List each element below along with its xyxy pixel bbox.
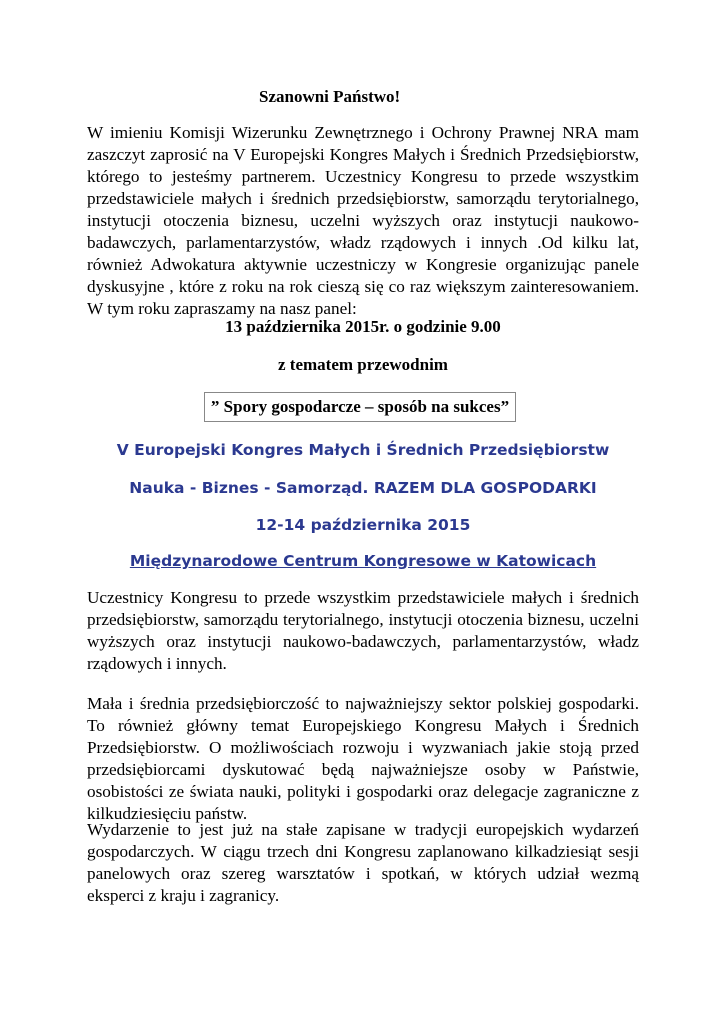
event-slogan: Nauka - Biznes - Samorząd. RAZEM DLA GOSPODARKI — [129, 479, 597, 497]
body-paragraph-1: Uczestnicy Kongresu to przede wszystkim przedstawiciele małych i średnich przedsiębiorstw, samorządu terytorialnego, instytucji otoczenia biznesu, uczelni wyższych oraz instytucji naukowo-badawczych, parlamentarzystów, władz rządowych i innych. — [87, 588, 639, 673]
body-paragraph-2: Mała i średnia przedsiębiorczość to najważniejszy sektor polskiej gospodarki. To również główny temat Europejskiego Kongresu Małych i Średnich Przedsiębiorstw. O możliwościach rozwoju i wyzwaniach jakie stoją przed przedsiębiorcami dyskutować będą najważniejsze osoby w Państwie, osobistości ze świata nauki, polityki i gospodarki oraz delegacje zagraniczne z kilkudziesięciu państw. — [87, 694, 639, 823]
panel-date: 13 października 2015r. o godzinie 9.00 — [225, 317, 501, 336]
event-dates: 12-14 października 2015 — [255, 516, 471, 534]
body-paragraph-3: Wydarzenie to jest już na stałe zapisane w tradycji europejskich wydarzeń gospodarczych. W ciągu trzech dni Kongresu zaplanowano kilkadziesiąt sesji panelowych oraz szereg warsztatów i spotkań, w których udział wezmą eksperci z kraju i zagranicy. — [87, 820, 639, 905]
venue-link-line — [87, 550, 639, 572]
panel-title-box: ” Spory gospodarcze – sposób na sukces” — [204, 392, 516, 422]
intro-paragraph: W imieniu Komisji Wizerunku Zewnętrznego i Ochrony Prawnej NRA mam zaszczyt zaprosić na V Europejski Kongres Małych i Średnich Przedsiębiorstw, którego to jesteśmy partnerem. Uczestnicy Kongresu to przede wszystkim przedstawiciele małych i średnich przedsiębiorstw, samorządu terytorialnego, instytucji otoczenia biznesu, uczelni wyższych oraz instytucji naukowo-badawczych, parlamentarzystów, władz rządowych i innych .Od kilku lat, również Adwokatura aktywnie uczestniczy w Kongresie organizując panele dyskusyjne , które z roku na rok cieszą się co raz większym zainteresowaniem. W tym roku zapraszamy na nasz panel: — [87, 123, 639, 318]
venue-link[interactable]: Międzynarodowe Centrum Kongresowe w Katowicach — [129, 552, 597, 570]
greeting: Szanowni Państwo! — [259, 87, 401, 106]
panel-theme-label: z tematem przewodnim — [278, 355, 448, 374]
event-name: V Europejski Kongres Małych i Średnich Przedsiębiorstw — [116, 441, 610, 459]
